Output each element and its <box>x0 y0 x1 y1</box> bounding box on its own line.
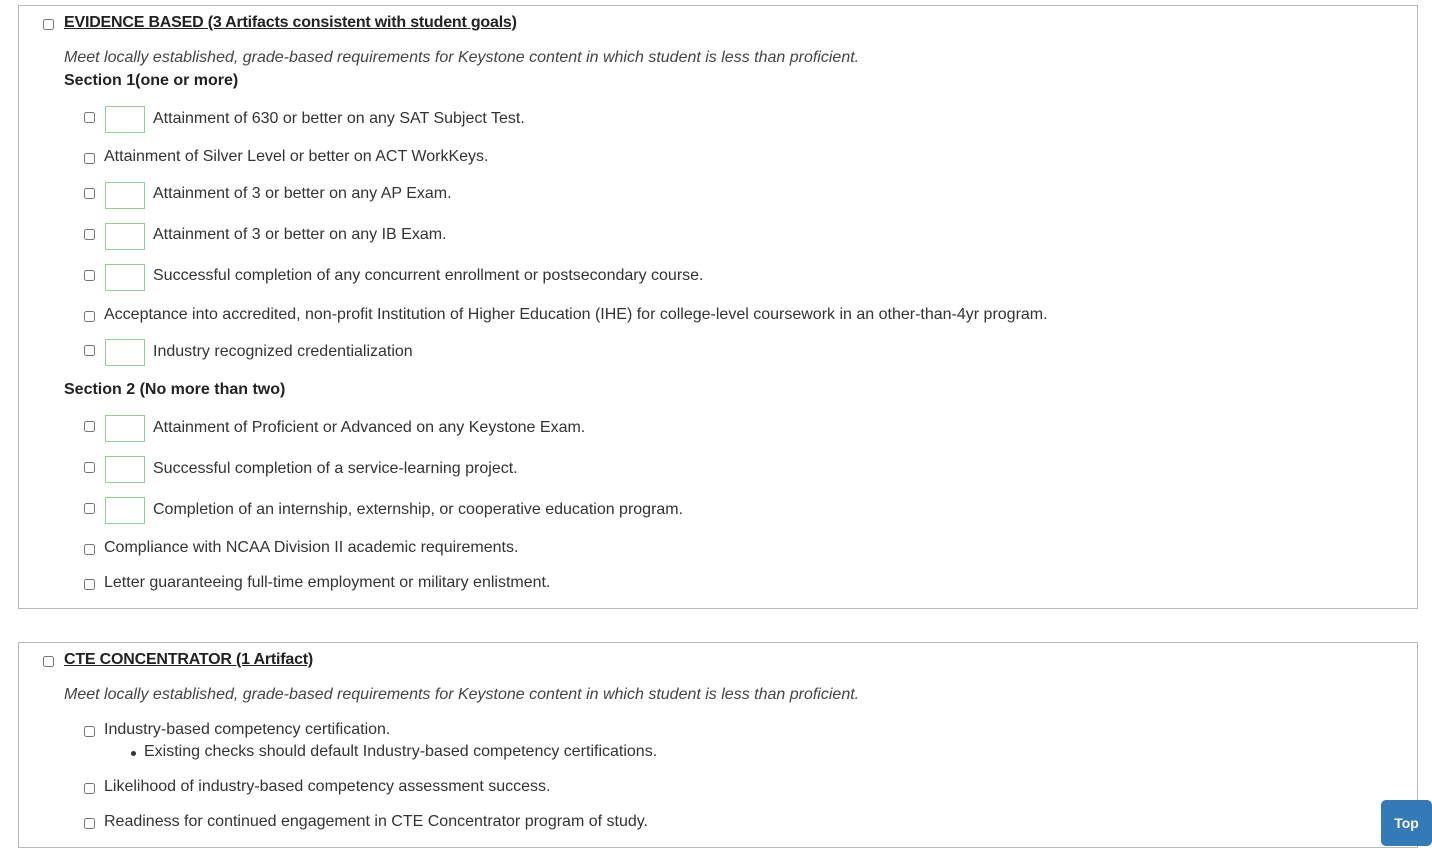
employment-letter-label: Letter guaranteeing full-time employment or military enlistment. <box>104 574 551 591</box>
concurrent-enrollment-checkbox[interactable] <box>84 270 95 281</box>
ib-exam-count-input[interactable] <box>105 223 145 250</box>
cte-concentrator-description: Meet locally established, grade-based requirements for Keystone content in which student is less than proficient. <box>64 686 860 703</box>
evidence-based-description: Meet locally established, grade-based requirements for Keystone content in which student is less than proficient. <box>64 49 860 66</box>
internship-count-input[interactable] <box>105 497 145 524</box>
ib-exam-checkbox[interactable] <box>84 229 95 240</box>
concurrent-enrollment-label: Successful completion of any concurrent enrollment or postsecondary course. <box>153 267 704 284</box>
back-to-top-button[interactable]: Top <box>1381 800 1432 846</box>
ihe-acceptance-checkbox[interactable] <box>84 311 95 322</box>
service-learning-checkbox[interactable] <box>84 462 95 473</box>
keystone-exam-checkbox[interactable] <box>84 421 95 432</box>
service-learning-label: Successful completion of a service-learning project. <box>153 460 518 477</box>
act-workkeys-checkbox[interactable] <box>84 153 95 164</box>
sat-subject-checkbox[interactable] <box>84 112 95 123</box>
list-item: Existing checks should default Industry-based competency certifications. <box>128 743 657 761</box>
ap-exam-checkbox[interactable] <box>84 188 95 199</box>
keystone-exam-count-input[interactable] <box>105 415 145 442</box>
cte-concentrator-title: CTE CONCENTRATOR (1 Artifact) <box>64 651 314 668</box>
ncaa-checkbox[interactable] <box>84 544 95 555</box>
industry-credential-count-input[interactable] <box>105 339 145 366</box>
competency-certification-sublist <box>128 743 657 761</box>
service-learning-count-input[interactable] <box>105 456 145 483</box>
internship-checkbox[interactable] <box>84 503 95 514</box>
ap-exam-count-input[interactable] <box>105 182 145 209</box>
ib-exam-label: Attainment of 3 or better on any IB Exam. <box>153 226 447 243</box>
sat-subject-label: Attainment of 630 or better on any SAT Subject Test. <box>153 110 525 127</box>
ncaa-label: Compliance with NCAA Division II academic requirements. <box>104 539 519 556</box>
section-2-heading: Section 2 (No more than two) <box>64 381 286 398</box>
assessment-success-label: Likelihood of industry-based competency assessment success. <box>104 778 551 795</box>
sat-subject-count-input[interactable] <box>105 106 145 133</box>
keystone-exam-label: Attainment of Proficient or Advanced on any Keystone Exam. <box>153 419 586 436</box>
evidence-based-checkbox[interactable] <box>43 19 54 30</box>
section-1-heading: Section 1(one or more) <box>64 72 239 89</box>
cte-concentrator-panel <box>18 642 1418 848</box>
concurrent-enrollment-count-input[interactable] <box>105 264 145 291</box>
continued-engagement-label: Readiness for continued engagement in CTE Concentrator program of study. <box>104 813 648 830</box>
act-workkeys-label: Attainment of Silver Level or better on ACT WorkKeys. <box>104 148 489 165</box>
cte-concentrator-checkbox[interactable] <box>43 656 54 667</box>
assessment-success-checkbox[interactable] <box>84 783 95 794</box>
competency-certification-label: Industry-based competency certification. <box>104 721 391 738</box>
ap-exam-label: Attainment of 3 or better on any AP Exam. <box>153 185 452 202</box>
ihe-acceptance-label: Acceptance into accredited, non-profit Institution of Higher Education (IHE) for college-level coursework in an other-than-4yr program. <box>104 306 1048 323</box>
internship-label: Completion of an internship, externship, or cooperative education program. <box>153 501 684 518</box>
continued-engagement-checkbox[interactable] <box>84 818 95 829</box>
employment-letter-checkbox[interactable] <box>84 579 95 590</box>
evidence-based-title: EVIDENCE BASED (3 Artifacts consistent with student goals) <box>64 14 517 31</box>
competency-certification-checkbox[interactable] <box>84 726 95 737</box>
industry-credential-label: Industry recognized credentialization <box>153 343 413 360</box>
industry-credential-checkbox[interactable] <box>84 345 95 356</box>
evidence-based-panel <box>18 5 1418 609</box>
